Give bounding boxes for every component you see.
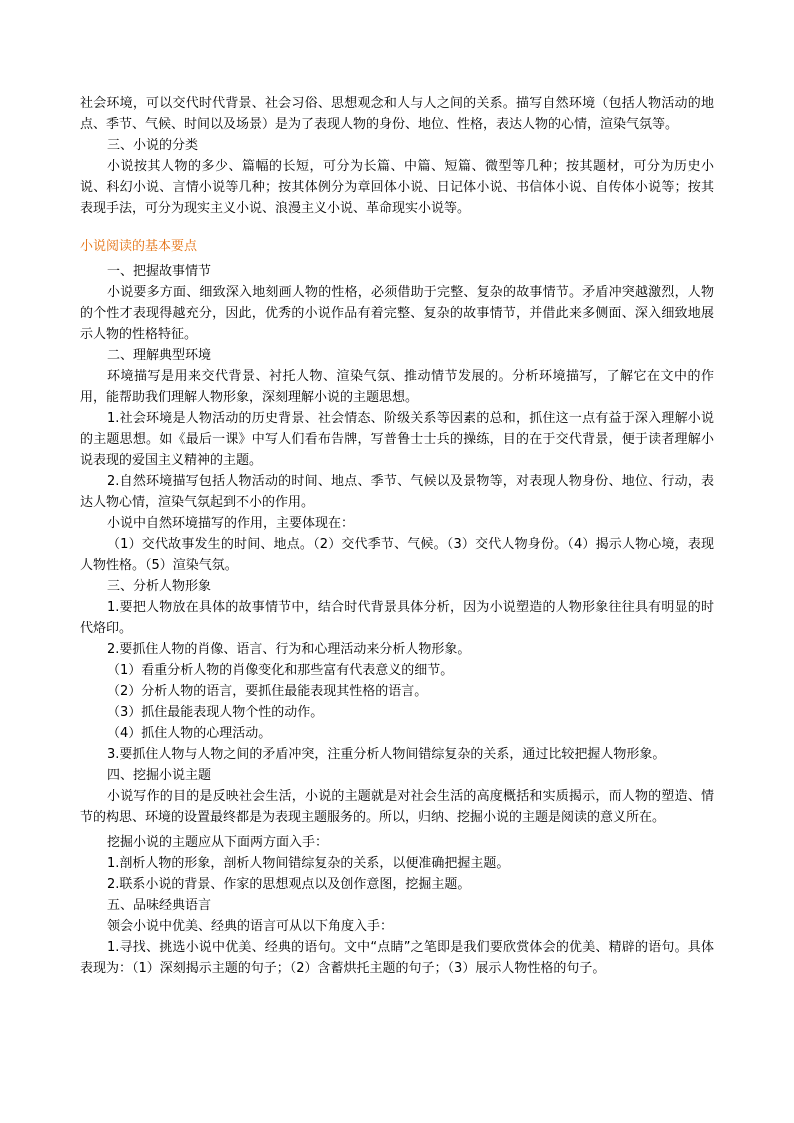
paragraph-language-1: 1.寻找、挑选小说中优美、经典的语句。文中“点睛”之笔即是我们要欣赏体会的优美、精辟的语句。具体表现为：（1）深刻揭示主题的句子；（2）含蓄烘托主题的句子；（3）展示人物性格的句子。 <box>80 940 714 976</box>
paragraph-natural-environment-list: （1）交代故事发生的时间、地点。（2）交代季节、气候。（3）交代人物身份。（4）揭示人物心境，表现人物性格。（5）渲染气氛。 <box>80 537 714 573</box>
paragraph-theme-2: 2.联系小说的背景、作家的思想观点以及创作意图，挖掘主题。 <box>107 877 471 892</box>
section-heading-environment: 二、理解典型环境 <box>107 348 212 363</box>
section-title-reading-points: 小说阅读的基本要点 <box>80 239 198 254</box>
document-body <box>80 93 714 979</box>
paragraph-language-intro: 领会小说中优美、经典的语言可从以下角度入手： <box>107 919 394 934</box>
paragraph-characters-2: 2.要抓住人物的肖像、语言、行为和心理活动来分析人物形象。 <box>107 642 471 657</box>
section-heading-characters: 三、分析人物形象 <box>107 579 212 594</box>
list-item-psychology: （4）抓住人物的心理活动。 <box>107 726 272 741</box>
section-heading-theme: 四、挖掘小说主题 <box>107 768 212 783</box>
list-item-action: （3）抓住最能表现人物个性的动作。 <box>107 705 324 720</box>
section-heading-plot: 一、把握故事情节 <box>107 264 212 279</box>
list-item-language: （2）分析人物的语言，要抓住最能表现其性格的语言。 <box>107 684 428 699</box>
paragraph-characters-1: 1.要把人物放在具体的故事情节中，结合时代背景具体分析，因为小说塑造的人物形象往往具有明显的时代烙印。 <box>80 600 714 636</box>
section-heading-classification: 三、小说的分类 <box>107 138 199 153</box>
section-heading-language: 五、品味经典语言 <box>107 898 212 913</box>
paragraph-social-environment: 1.社会环境是人物活动的历史背景、社会情态、阶级关系等因素的总和，抓住这一点有益于深入理解小说的主题思想。如《最后一课》中写人们看布告牌，写普鲁士士兵的操练，目的在于交代背景，便于读者理解小说表现的爱国主义精神的主题。 <box>80 411 714 468</box>
list-item-portrait: （1）看重分析人物的肖像变化和那些富有代表意义的细节。 <box>107 663 454 678</box>
paragraph-theme-approach: 挖掘小说的主题应从下面两方面入手： <box>107 835 329 850</box>
paragraph-natural-environment: 2.自然环境描写包括人物活动的时间、地点、季节、气候以及景物等，对表现人物身份、地位、行动，表达人物心情，渲染气氛起到不小的作用。 <box>80 474 714 510</box>
paragraph-classification: 小说按其人物的多少、篇幅的长短，可分为长篇、中篇、短篇、微型等几种；按其题材，可分为历史小说、科幻小说、言情小说等几种；按其体例分为章回体小说、日记体小说、书信体小说、自传体小说等；按其表现手法，可分为现实主义小说、浪漫主义小说、革命现实小说等。 <box>80 159 714 216</box>
paragraph-theme-1: 1.剖析人物的形象，剖析人物间错综复杂的关系，以便准确把握主题。 <box>107 856 510 871</box>
paragraph-natural-environment-role: 小说中自然环境描写的作用，主要体现在： <box>107 516 355 531</box>
paragraph-theme: 小说写作的目的是反映社会生活，小说的主题就是对社会生活的高度概括和实质揭示，而人物的塑造、情节的构思、环境的设置最终都是为表现主题服务的。所以，归纳、挖掘小说的主题是阅读的意义所在。 <box>80 789 714 825</box>
paragraph-environment: 环境描写是用来交代背景、衬托人物、渲染气氛、推动情节发展的。分析环境描写，了解它在文中的作用，能帮助我们理解人物形象，深刻理解小说的主题思想。 <box>80 369 714 405</box>
paragraph-characters-3: 3.要抓住人物与人物之间的矛盾冲突，注重分析人物间错综复杂的关系，通过比较把握人物形象。 <box>107 747 666 762</box>
paragraph-plot: 小说要多方面、细致深入地刻画人物的性格，必须借助于完整、复杂的故事情节。矛盾冲突越激烈，人物的个性才表现得越充分，因此，优秀的小说作品有着完整、复杂的故事情节，并借此来多侧面、深入细致地展示人物的性格特征。 <box>80 285 714 342</box>
paragraph-environment-intro: 社会环境，可以交代时代背景、社会习俗、思想观念和人与人之间的关系。描写自然环境（包括人物活动的地点、季节、气候、时间以及场景）是为了表现人物的身份、地位、性格，表达人物的心情，渲染气氛等。 <box>80 96 714 132</box>
